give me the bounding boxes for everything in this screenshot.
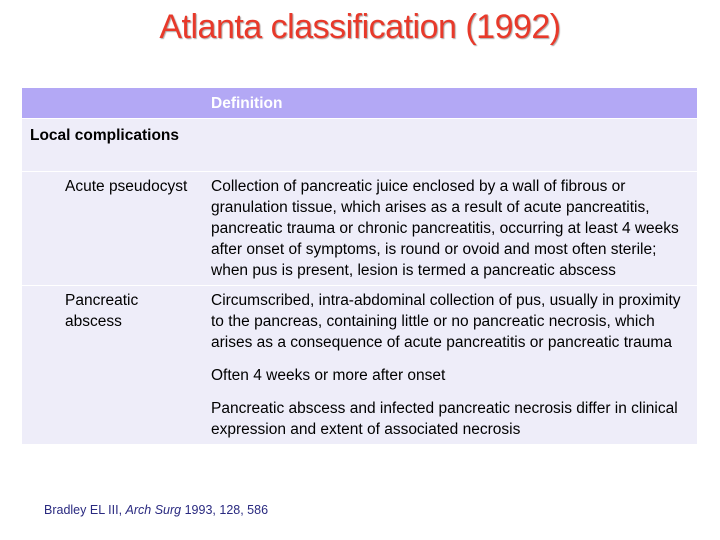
- term-pancreatic-abscess: Pancreatic abscess: [22, 286, 203, 445]
- definition-text: Pancreatic abscess and infected pancreatic necrosis differ in clinical expression and extent of associated necrosis: [211, 400, 678, 438]
- definition-text: Often 4 weeks or more after onset: [211, 367, 446, 384]
- header-definition: Definition: [203, 88, 697, 119]
- citation-authors: Bradley EL III,: [44, 503, 123, 517]
- header-col1: [22, 88, 203, 119]
- definition-table: [22, 88, 697, 445]
- slide-title: Atlanta classification (1992): [159, 8, 561, 46]
- table-row: [22, 172, 697, 286]
- definition-cell: [203, 286, 697, 445]
- section-row: [22, 119, 697, 172]
- citation-journal: Arch Surg: [125, 503, 182, 517]
- term-acute-pseudocyst: Acute pseudocyst: [22, 172, 203, 286]
- section-label: Local complications: [22, 119, 203, 172]
- table-header-row: [22, 88, 697, 119]
- citation-details: 1993, 128, 586: [184, 503, 269, 517]
- definition-text: Circumscribed, intra-abdominal collection of pus, usually in proximity to the pancreas, containing little or no pancreatic necrosis, which arises as a consequence of acute pancreatitis or pancreatic trauma: [211, 292, 681, 351]
- citation: [44, 503, 268, 517]
- definition-cell: [203, 172, 697, 286]
- section-empty-cell: [203, 119, 697, 172]
- definition-text: Collection of pancreatic juice enclosed by a wall of fibrous or granulation tissue, which arises as a result of acute pancreatitis, pancreatic trauma or chronic pancreatitis, occurring at least 4 weeks after onset of symptoms, is round or ovoid and most often sterile; when pus is present, lesion is termed a pancreatic abscess: [211, 178, 679, 279]
- table-row: [22, 286, 697, 445]
